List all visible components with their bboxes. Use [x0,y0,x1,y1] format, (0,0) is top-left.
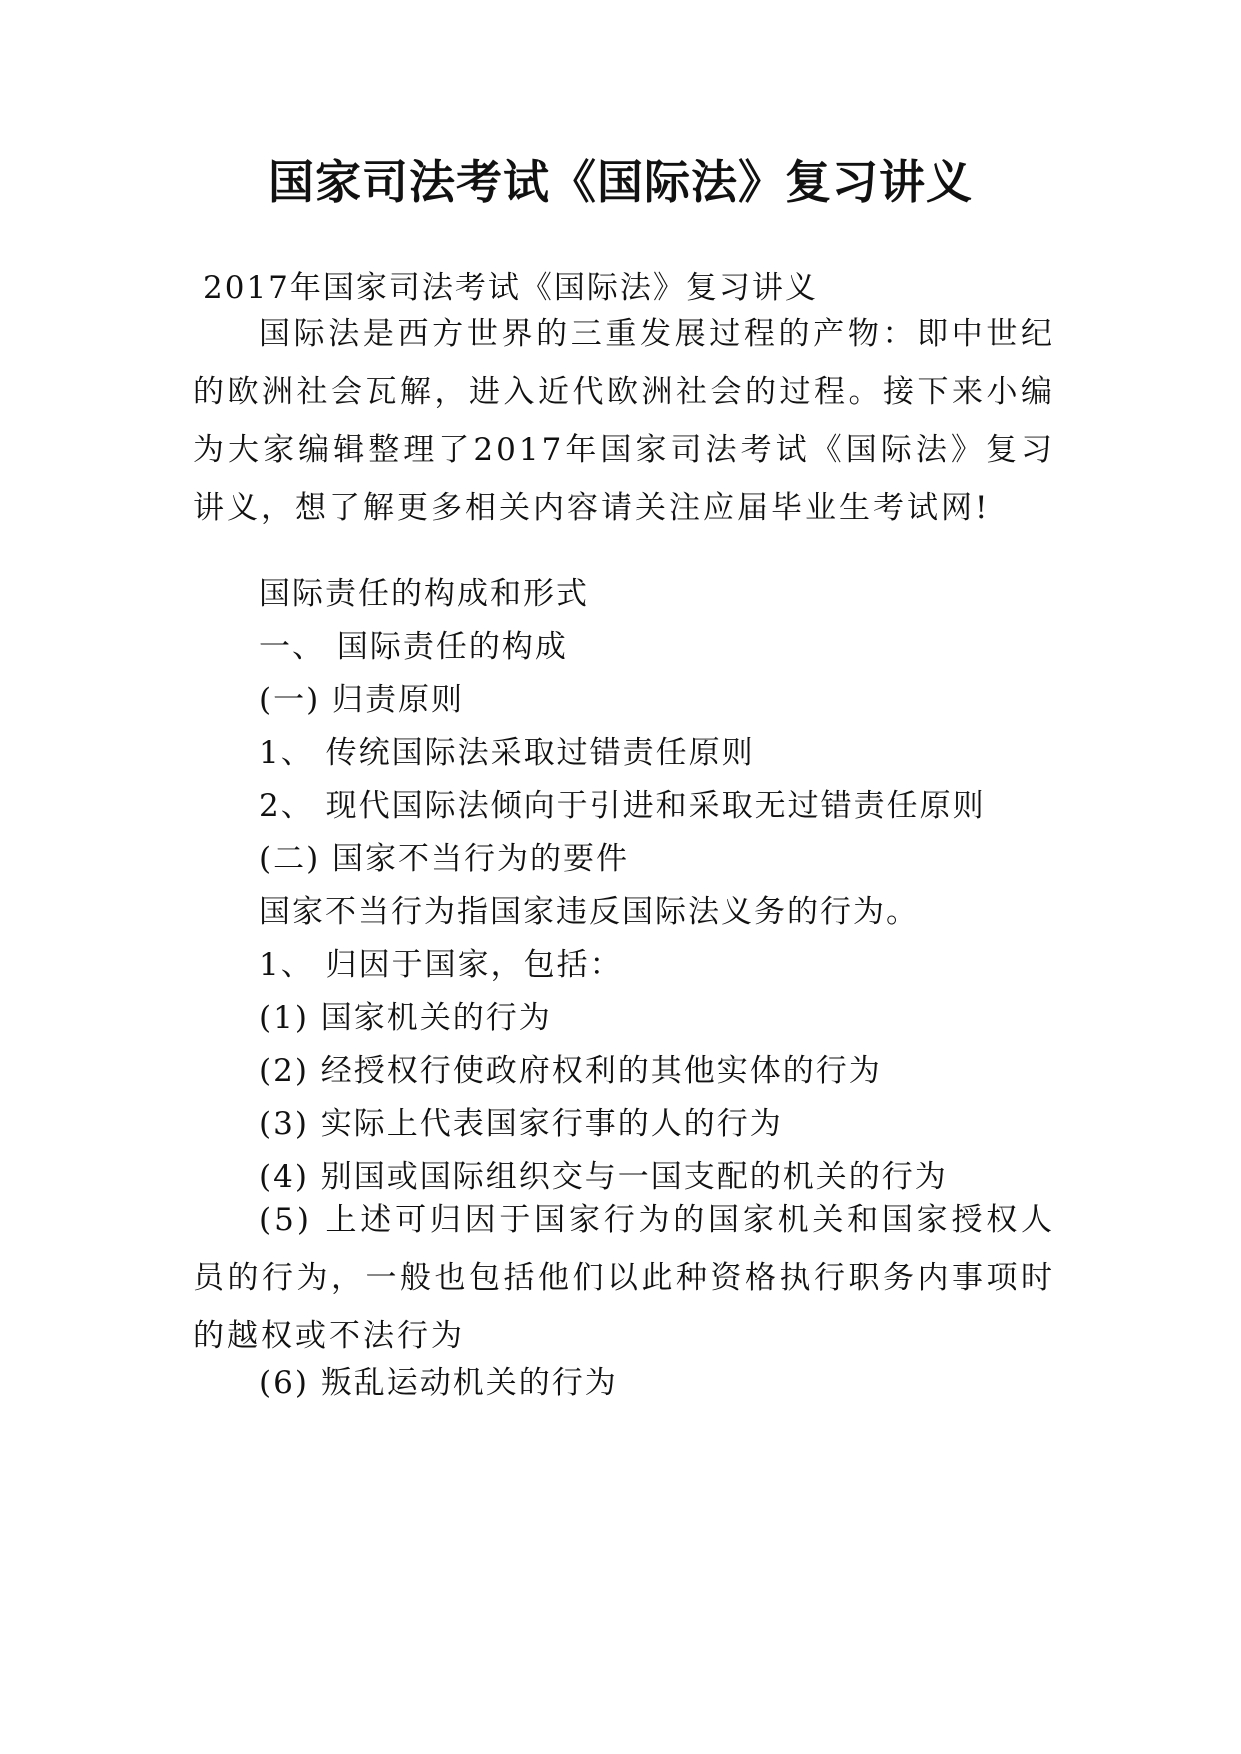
intro-paragraph: 国际法是西方世界的三重发展过程的产物：即中世纪的欧洲社会瓦解，进入近代欧洲社会的过程。接下来小编为大家编辑整理了2017年国家司法考试《国际法》复习讲义，想了解更多相关内容请关注应届毕业生考试网! [193,316,1055,526]
list-item: 1、 归因于国家，包括： [259,947,623,983]
list-item: (一) 归责原则 [259,682,465,718]
list-item: 2、 现代国际法倾向于引进和采取无过错责任原则 [259,788,986,824]
document-subtitle: 2017年国家司法考试《国际法》复习讲义 [203,270,818,306]
list-item: (二) 国家不当行为的要件 [259,841,630,877]
document-title: 国家司法考试《国际法》复习讲义 [268,155,973,209]
body-text: 国家不当行为指国家违反国际法义务的行为。 [259,894,919,930]
list-item: 一、 国际责任的构成 [259,629,568,665]
list-item: (1) 国家机关的行为 [259,1000,552,1036]
list-item: (4) 别国或国际组织交与一国支配的机关的行为 [259,1159,948,1195]
section-heading: 国际责任的构成和形式 [259,576,589,612]
list-item-6: (6) 叛乱运动机关的行为 [259,1365,618,1401]
list-item: (3) 实际上代表国家行事的人的行为 [259,1106,783,1142]
list-item-5: (5) 上述可归因于国家行为的国家机关和国家授权人员的行为，一般也包括他们以此种资格执行职务内事项时的越权或不法行为 [193,1202,1055,1354]
list-item: (2) 经授权行使政府权利的其他实体的行为 [259,1053,882,1089]
list-item: 1、 传统国际法采取过错责任原则 [259,735,755,771]
